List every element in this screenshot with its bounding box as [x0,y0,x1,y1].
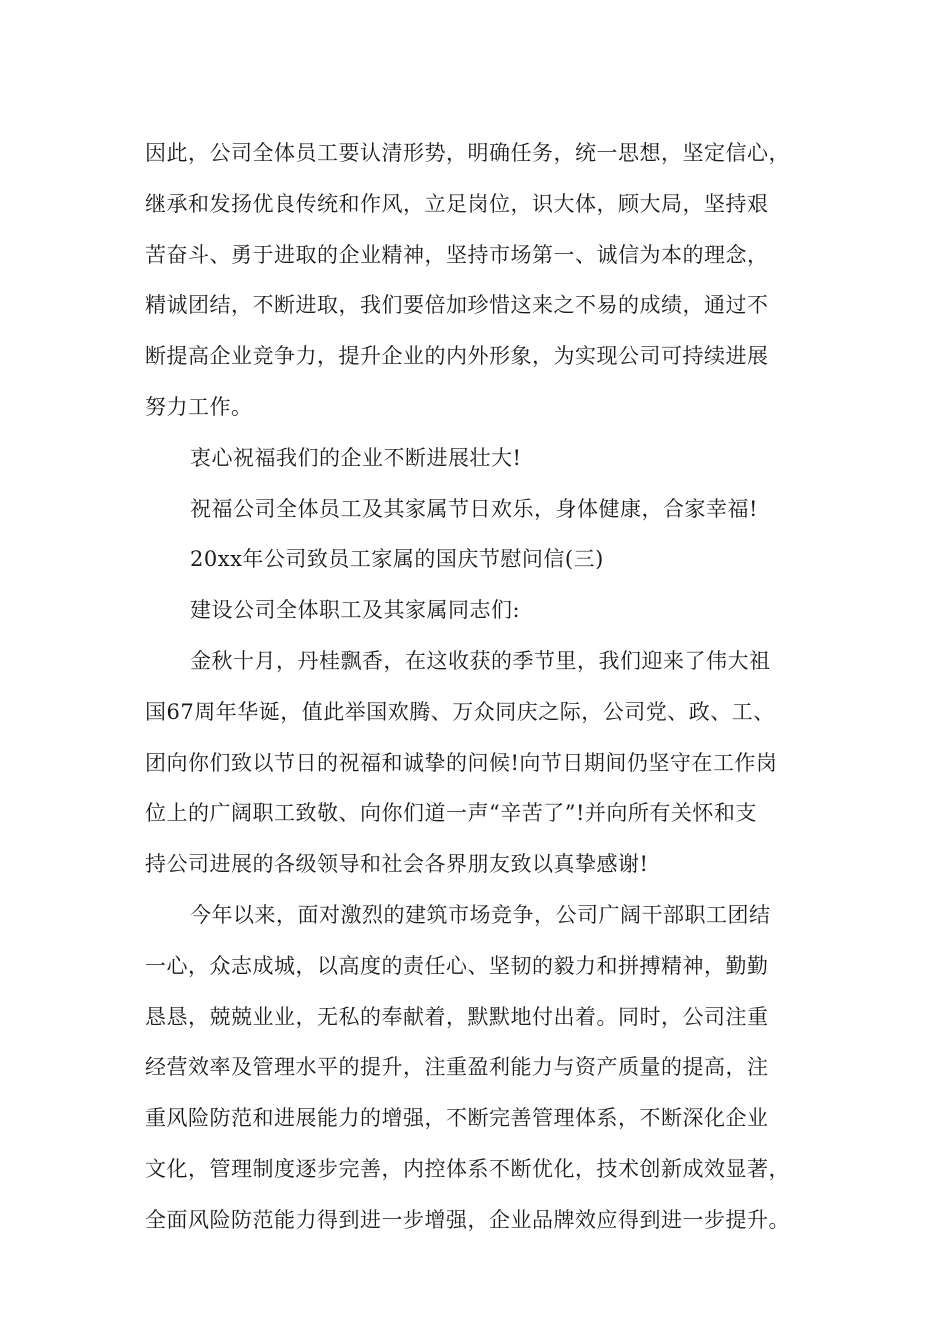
text-line: 因此，公司全体员工要认清形势，明确任务，统一思想，坚定信心， [145,141,790,165]
text-line: 一心，众志成城，以高度的责任心、坚韧的毅力和拼搏精神，勤勤 [145,953,769,978]
text-line: 祝福公司全体员工及其家属节日欢乐，身体健康，合家幸福! [190,496,758,521]
text-line: 断提高企业竞争力，提升企业的内外形象，为实现公司可持续进展 [145,344,769,369]
text-line: 位上的广阔职工致敬、向你们道一声“辛苦了”!并向所有关怀和支 [145,801,757,826]
document-body [145,128,835,1246]
text-line: 精诚团结，不断进取，我们要倍加珍惜这来之不易的成绩，通过不 [145,293,769,318]
letter-salutation: 建设公司全体职工及其家属同志们: [190,598,521,623]
letter-title: 20xx年公司致员工家属的国庆节慰问信(三) [190,547,604,572]
text-line: 努力工作。 [145,394,253,419]
text-line: 继承和发扬优良传统和作风，立足岗位，识大体，顾大局，坚持艰 [145,191,769,216]
text-line: 重风险防范和进展能力的增强，不断完善管理体系，不断深化企业 [145,1106,769,1131]
text-line: 苦奋斗、勇于进取的企业精神，坚持市场第一、诚信为本的理念， [145,242,769,267]
text-line: 文化，管理制度逐步完善，内控体系不断优化，技术创新成效显著， [145,1156,790,1181]
text-line: 团向你们致以节日的祝福和诚挚的问候!向节日期间仍坚守在工作岗 [145,750,778,775]
text-line: 今年以来，面对激烈的建筑市场竞争，公司广阔干部职工团结 [190,902,771,927]
text-line: 持公司进展的各级领导和社会各界朋友致以真挚感谢! [145,852,649,877]
text-line: 恳恳，兢兢业业，无私的奉献着，默默地付出着。同时，公司注重 [145,1004,769,1029]
text-line: 衷心祝福我们的企业不断进展壮大! [190,445,522,470]
text-line: 经营效率及管理水平的提升，注重盈利能力与资产质量的提高，注 [145,1055,769,1080]
text-line: 国67周年华诞，值此举国欢腾、万众同庆之际，公司党、政、工、 [145,699,775,724]
text-line: 全面风险防范能力得到进一步增强，企业品牌效应得到进一步提升。 [145,1207,790,1232]
text-line: 金秋十月，丹桂飘香，在这收获的季节里，我们迎来了伟大祖 [190,648,771,673]
